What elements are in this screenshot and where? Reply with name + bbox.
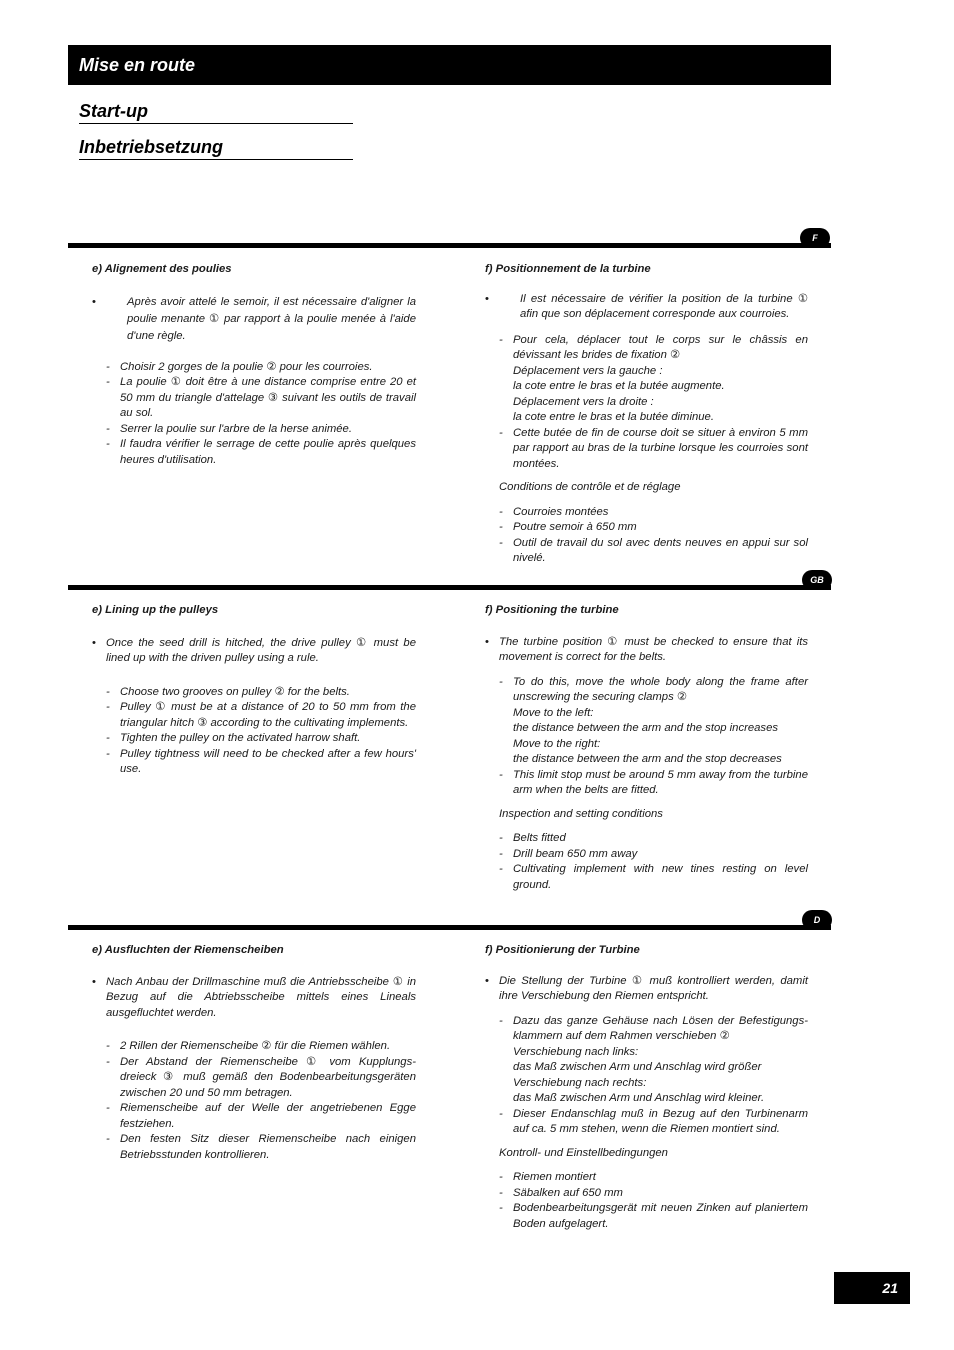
list-item-text: Pour cela, déplacer tout le corps sur le châssis en dévissant les brides de fixation ② bbox=[513, 333, 808, 361]
conditions-heading: Kontroll- und Einstellbedingungen bbox=[499, 1146, 668, 1159]
section-title: e) Alignement des poulies bbox=[92, 263, 232, 275]
sub-line: la cote entre le bras et la butée augmente. bbox=[513, 380, 725, 392]
section-title: e) Lining up the pulleys bbox=[92, 604, 219, 616]
list-item-text: Dazu das ganze Gehäuse nach Lösen der Befestigungs-klammern auf dem Rahmen verschieben ② bbox=[513, 1014, 808, 1042]
list-item: - Den festen Sitz dieser Riemenscheibe nach einigen Betriebsstunden kontrollieren. bbox=[106, 1132, 416, 1163]
language-tab-fr: F bbox=[800, 228, 830, 248]
de-turbine-positioning bbox=[485, 943, 808, 1232]
list-item: - Pulley tightness will need to be checked after a few hours' use. bbox=[106, 747, 416, 778]
fr-pulley-alignment bbox=[92, 262, 416, 468]
section-divider-gb bbox=[68, 585, 831, 590]
language-tab-de: D bbox=[802, 910, 832, 930]
page-title: Mise en route bbox=[68, 45, 831, 85]
sub-line: the distance between the arm and the stop increases bbox=[513, 722, 779, 734]
de-pulley-alignment bbox=[92, 943, 416, 1163]
sub-line: Verschiebung nach rechts: bbox=[513, 1076, 647, 1089]
bullet-text: • Nach Anbau der Drillmaschine muß die Antriebsscheibe ① in Bezug auf die Abtriebsscheibe mittels eines Lineals ausgefluchtet werden. bbox=[92, 975, 416, 1022]
section-title: f) Positionnement de la turbine bbox=[485, 263, 651, 275]
list-item: - Choisir 2 gorges de la poulie ② pour les courroies. bbox=[106, 360, 416, 376]
list-item: - Dieser Endanschlag muß in Bezug auf den Turbinenarm auf ca. 5 mm stehen, wenn die Riemen montiert sind. bbox=[499, 1107, 808, 1138]
language-tab-gb: GB bbox=[802, 570, 832, 590]
list-item bbox=[499, 1014, 808, 1107]
list-item: - Drill beam 650 mm away bbox=[499, 847, 808, 863]
list-item: - Belts fitted bbox=[499, 831, 808, 847]
bullet-text: • Once the seed drill is hitched, the drive pulley ① must be lined up with the driven pulley using a rule. bbox=[92, 636, 416, 667]
section-title: e) Ausfluchten der Riemenscheiben bbox=[92, 944, 284, 956]
list-item: - Bodenbearbeitungsgerät mit neuen Zinken auf planiertem Boden aufgelagert. bbox=[499, 1201, 808, 1232]
list-item: - Säbalken auf 650 mm bbox=[499, 1186, 808, 1202]
sub-line: Déplacement vers la gauche : bbox=[513, 364, 663, 377]
list-item: - Cette butée de fin de course doit se situer à environ 5 mm par rapport au bras de la turbine lorsque les courroies sont montées. bbox=[499, 426, 808, 473]
list-item: - Tighten the pulley on the activated harrow shaft. bbox=[106, 731, 416, 747]
sub-line: the distance between the arm and the stop decreases bbox=[513, 753, 782, 765]
section-title: f) Positionierung der Turbine bbox=[485, 944, 640, 956]
section-divider-fr bbox=[68, 243, 831, 248]
sub-line: Verschiebung nach links: bbox=[513, 1045, 639, 1058]
page-number: 21 bbox=[834, 1272, 910, 1304]
sub-line: la cote entre le bras et la butée diminue. bbox=[513, 411, 714, 423]
bullet-text: • The turbine position ① must be checked to ensure that its movement is correct for the belts. bbox=[485, 635, 808, 666]
list-item: - Poutre semoir à 650 mm bbox=[499, 520, 808, 536]
subtitle-german: Inbetriebsetzung bbox=[79, 136, 353, 160]
list-item: - Pulley ① must be at a distance of 20 to 50 mm from the triangular hitch ③ according to the cultivating implements. bbox=[106, 700, 416, 731]
conditions-heading: Inspection and setting conditions bbox=[499, 807, 663, 820]
list-item: - Outil de travail du sol avec dents neuves en appui sur sol nivelé. bbox=[499, 536, 808, 567]
list-item: - Choose two grooves on pulley ② for the belts. bbox=[106, 685, 416, 701]
sub-line: das Maß zwischen Arm und Anschlag wird kleiner. bbox=[513, 1092, 765, 1104]
sub-line: Déplacement vers la droite : bbox=[513, 395, 654, 408]
list-item-text: To do this, move the whole body along the frame after unscrewing the securing clamps ② bbox=[513, 675, 808, 703]
gb-pulley-alignment bbox=[92, 603, 416, 778]
bullet-text: • Après avoir attelé le semoir, il est nécessaire d'aligner la poulie menante ① par rapport à la poulie menée à l'aide d'une règle. bbox=[92, 294, 416, 345]
bullet-text: • Die Stellung der Turbine ① muß kontrolliert werden, damit ihre Verschiebung den Riemen entspricht. bbox=[485, 974, 808, 1005]
list-item: - La poulie ① doit être à une distance comprise entre 20 et 50 mm du triangle d'attelage ③ suivant les outils de travail au sol. bbox=[106, 375, 416, 422]
gb-turbine-positioning bbox=[485, 603, 808, 893]
list-item bbox=[499, 675, 808, 768]
list-item: - Serrer la poulie sur l'arbre de la herse animée. bbox=[106, 422, 416, 438]
list-item: - Il faudra vérifier le serrage de cette poulie après quelques heures d'utilisation. bbox=[106, 437, 416, 468]
section-divider-de bbox=[68, 925, 831, 930]
list-item: - Riemen montiert bbox=[499, 1170, 808, 1186]
list-item: - 2 Rillen der Riemenscheibe ② für die Riemen wählen. bbox=[106, 1039, 416, 1055]
sub-line: das Maß zwischen Arm und Anschlag wird größer bbox=[513, 1061, 762, 1073]
list-item: - Der Abstand der Riemenscheibe ① vom Kupplungs-dreieck ③ muß gemäß den Bodenbearbeitungsgeräten zwischen 20 und 50 mm betragen. bbox=[106, 1055, 416, 1102]
list-item: - Courroies montées bbox=[499, 505, 808, 521]
sub-line: Move to the left: bbox=[513, 706, 594, 719]
list-item: - Riemenscheibe auf der Welle der angetriebenen Egge festziehen. bbox=[106, 1101, 416, 1132]
list-item: - Cultivating implement with new tines resting on level ground. bbox=[499, 862, 808, 893]
sub-line: Move to the right: bbox=[513, 737, 601, 750]
list-item bbox=[499, 333, 808, 426]
fr-turbine-positioning bbox=[485, 262, 808, 567]
subtitle-english: Start-up bbox=[79, 100, 353, 124]
section-title: f) Positioning the turbine bbox=[485, 604, 619, 616]
conditions-heading: Conditions de contrôle et de réglage bbox=[499, 481, 681, 493]
bullet-text: • Il est nécessaire de vérifier la position de la turbine ① afin que son déplacement corresponde aux courroies. bbox=[485, 292, 808, 323]
list-item: - This limit stop must be around 5 mm away from the turbine arm when the belts are fitted. bbox=[499, 768, 808, 799]
